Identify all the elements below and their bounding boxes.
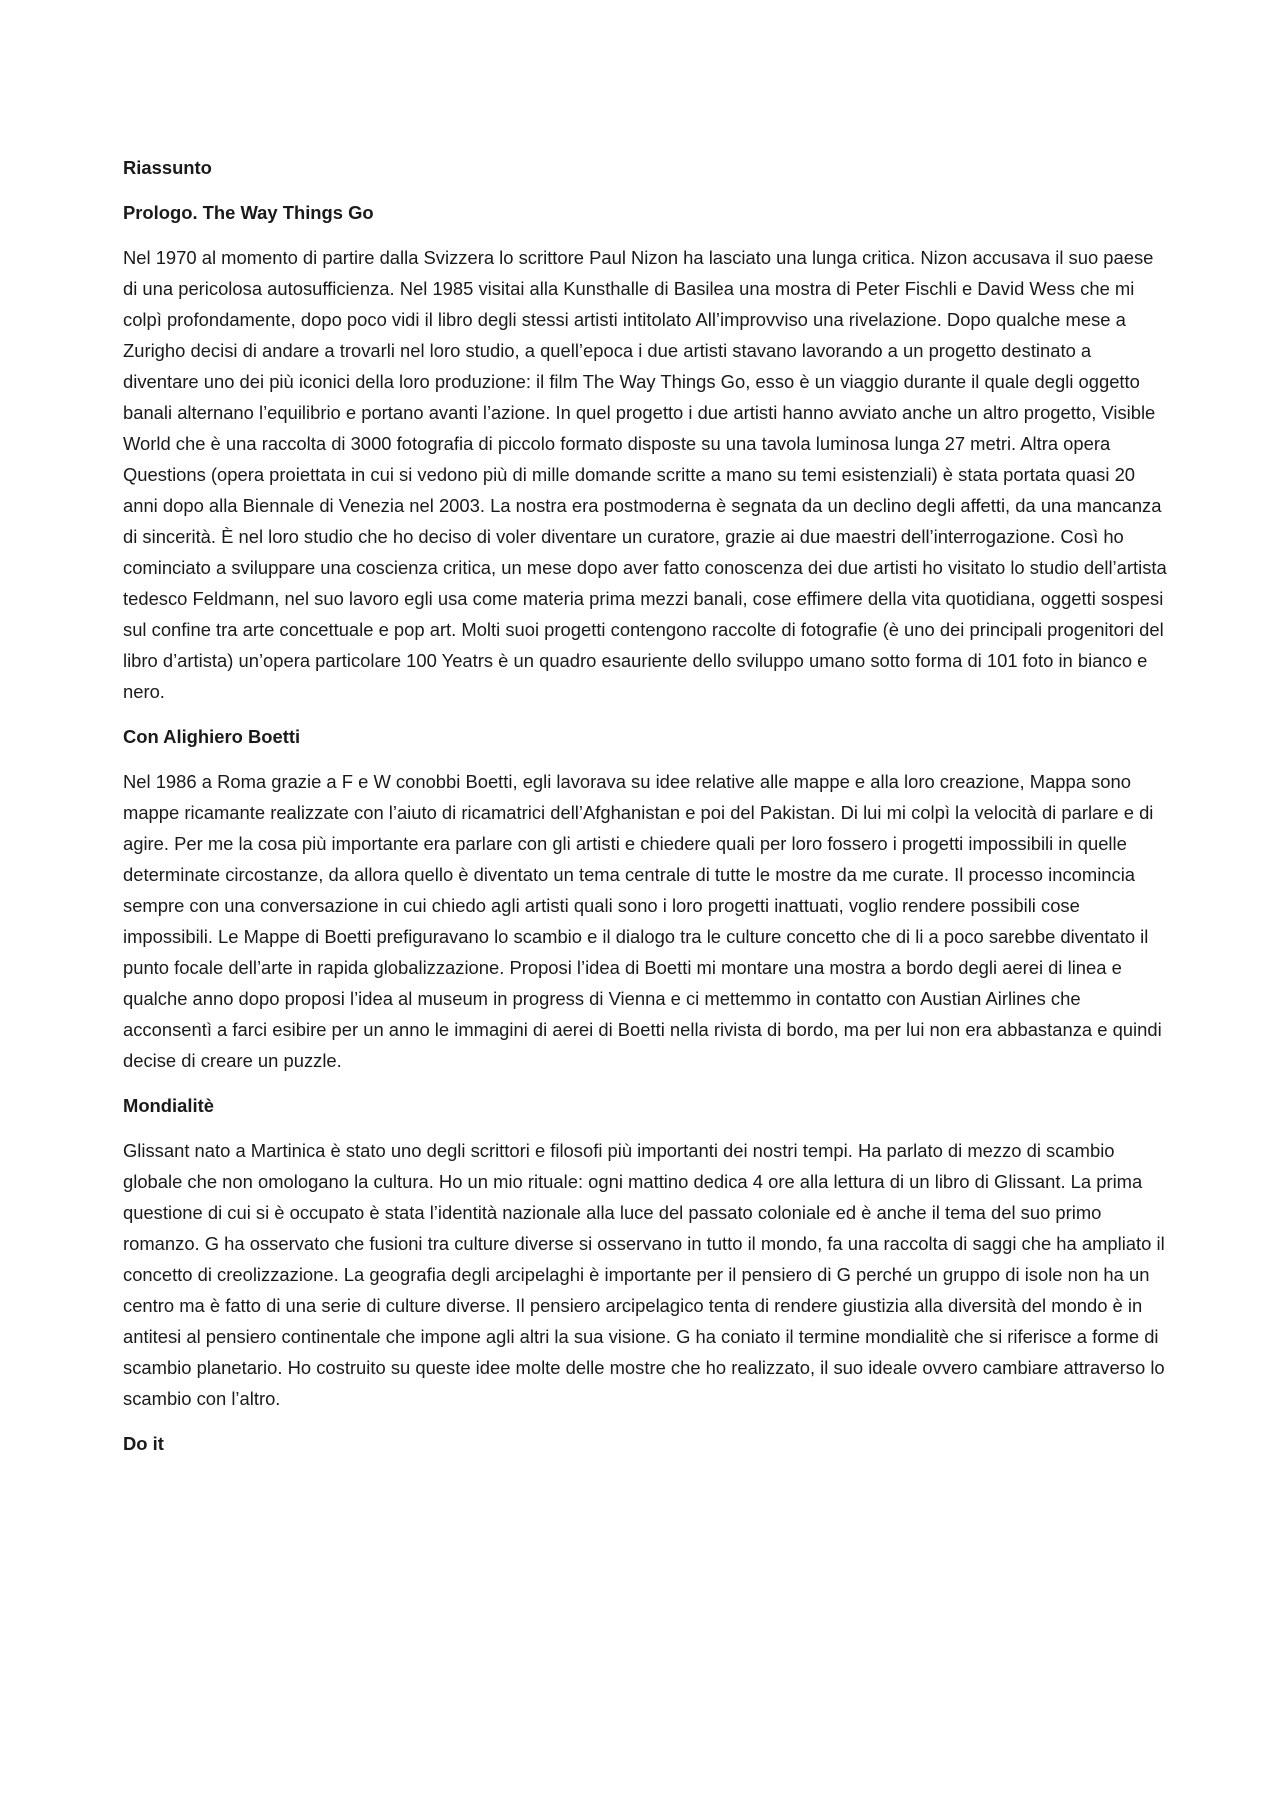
- document-title: Riassunto: [123, 157, 212, 178]
- section-heading-boetti: Con Alighiero Boetti: [123, 726, 301, 747]
- section-heading-mondialite: Mondialitè: [123, 1095, 214, 1116]
- document-page: [123, 152, 1168, 1473]
- section-heading-do-it: Do it: [123, 1433, 164, 1454]
- section-body-prologo: Nel 1970 al momento di partire dalla Svizzera lo scrittore Paul Nizon ha lasciato una lunga critica. Nizon accusava il suo paese di una pericolosa autosufficienza. Nel 1985 visitai alla Kunsthalle di Basilea una mostra di Peter Fischli e David Wess che mi colpì profondamente, dopo poco vidi il libro degli stessi artisti intitolato All’improvviso una rivelazione. Dopo qualche mese a Zurigho decisi di andare a trovarli nel loro studio, a quell’epoca i due artisti stavano lavorando a un progetto destinato a diventare uno dei più iconici della loro produzione: il film The Way Things Go, esso è un viaggio durante il quale degli oggetto banali alternano l’equilibrio e portano avanti l’azione. In quel progetto i due artisti hanno avviato anche un altro progetto, Visible World che è una raccolta di 3000 fotografia di piccolo formato disposte su una tavola luminosa lunga 27 metri. Altra opera Questions (opera proiettata in cui si vedono più di mille domande scritte a mano su temi esistenziali) è stata portata quasi 20 anni dopo alla Biennale di Venezia nel 2003. La nostra era postmoderna è segnata da un declino degli affetti, da una mancanza di sincerità. È nel loro studio che ho deciso di voler diventare un curatore, grazie ai due maestri dell’interrogazione. Così ho cominciato a sviluppare una coscienza critica, un mese dopo aver fatto conoscenza dei due artisti ho visitato lo studio dell’artista tedesco Feldmann, nel suo lavoro egli usa come materia prima mezzi banali, cose effimere della vita quotidiana, oggetti sospesi sul confine tra arte concettuale e pop art. Molti suoi progetti contengono raccolte di fotografie (è uno dei principali progenitori del libro d’artista) un’opera particolare 100 Yeatrs è un quadro esauriente dello sviluppo umano sotto forma di 101 foto in bianco e nero.: [123, 247, 1167, 702]
- section-body-boetti: Nel 1986 a Roma grazie a F e W conobbi Boetti, egli lavorava su idee relative alle mappe e alla loro creazione, Mappa sono mappe ricamante realizzate con l’aiuto di ricamatrici dell’Afghanistan e poi del Pakistan. Di lui mi colpì la velocità di parlare e di agire. Per me la cosa più importante era parlare con gli artisti e chiedere quali per loro fossero i progetti impossibili in quelle determinate circostanze, da allora quello è diventato un tema centrale di tutte le mostre da me curate. Il processo incomincia sempre con una conversazione in cui chiedo agli artisti quali sono i loro progetti inattuati, voglio rendere possibili cose impossibili. Le Mappe di Boetti prefiguravano lo scambio e il dialogo tra le culture concetto che di li a poco sarebbe diventato il punto focale dell’arte in rapida globalizzazione. Proposi l’idea di Boetti mi montare una mostra a bordo degli aerei di linea e qualche anno dopo proposi l’idea al museum in progress di Vienna e ci mettemmo in contatto con Austian Airlines che acconsentì a farci esibire per un anno le immagini di aerei di Boetti nella rivista di bordo, ma per lui non era abbastanza e quindi decise di creare un puzzle.: [123, 771, 1162, 1071]
- section-body-mondialite: Glissant nato a Martinica è stato uno degli scrittori e filosofi più importanti dei nostri tempi. Ha parlato di mezzo di scambio globale che non omologano la cultura. Ho un mio rituale: ogni mattino dedica 4 ore alla lettura di un libro di Glissant. La prima questione di cui si è occupato è stata l’identità nazionale alla luce del passato coloniale ed è anche il tema del suo primo romanzo. G ha osservato che fusioni tra culture diverse si osservano in tutto il mondo, fa una raccolta di saggi che ha ampliato il concetto di creolizzazione. La geografia degli arcipelaghi è importante per il pensiero di G perché un gruppo di isole non ha un centro ma è fatto di una serie di culture diverse. Il pensiero arcipelagico tenta di rendere giustizia alla diversità del mondo è in antitesi al pensiero continentale che impone agli altri la sua visione. G ha coniato il termine mondialitè che si riferisce a forme di scambio planetario. Ho costruito su queste idee molte delle mostre che ho realizzato, il suo ideale ovvero cambiare attraverso lo scambio con l’altro.: [123, 1140, 1165, 1409]
- section-heading-prologo: Prologo. The Way Things Go: [123, 202, 374, 223]
